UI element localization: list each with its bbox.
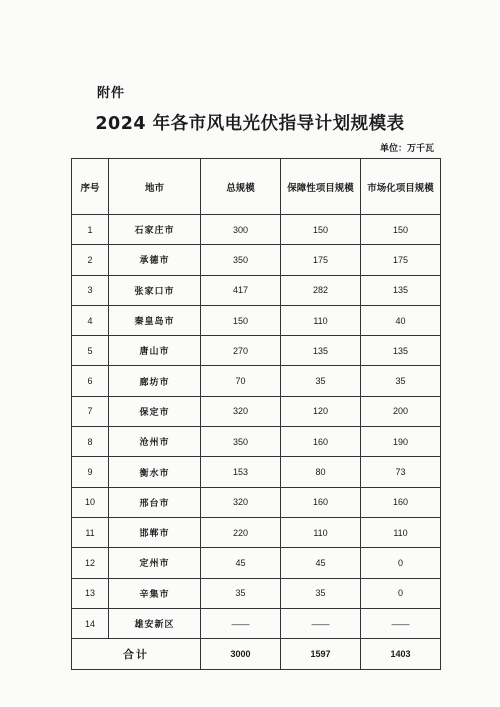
header-guaranteed: 保障性项目规模 bbox=[281, 159, 361, 215]
row-guaranteed-cell: 120 bbox=[281, 396, 361, 426]
table-row bbox=[72, 578, 441, 608]
row-guaranteed-cell: 45 bbox=[281, 548, 361, 578]
row-guaranteed-cell: 135 bbox=[281, 336, 361, 366]
row-total-cell: 300 bbox=[201, 215, 281, 245]
table-row bbox=[72, 548, 441, 578]
row-no-cell: 11 bbox=[72, 517, 109, 547]
row-market-cell: 150 bbox=[361, 215, 441, 245]
table-row bbox=[72, 245, 441, 275]
table-row bbox=[72, 487, 441, 517]
row-city-cell: 廊坊市 bbox=[109, 366, 201, 396]
row-market-cell: —— bbox=[361, 608, 441, 638]
row-city-cell: 邯郸市 bbox=[109, 517, 201, 547]
row-no-cell: 1 bbox=[72, 215, 109, 245]
row-total-cell: 417 bbox=[201, 275, 281, 305]
row-total-cell: —— bbox=[201, 608, 281, 638]
total-label: 合计 bbox=[72, 639, 201, 670]
row-guaranteed-cell: 160 bbox=[281, 427, 361, 457]
total-row bbox=[72, 639, 441, 670]
row-market-cell: 40 bbox=[361, 305, 441, 335]
row-total-cell: 320 bbox=[201, 487, 281, 517]
header-no: 序号 bbox=[72, 159, 109, 215]
row-total-cell: 150 bbox=[201, 305, 281, 335]
row-city-cell: 保定市 bbox=[109, 396, 201, 426]
row-total-cell: 70 bbox=[201, 366, 281, 396]
table-row bbox=[72, 336, 441, 366]
row-total-cell: 270 bbox=[201, 336, 281, 366]
row-guaranteed-cell: 160 bbox=[281, 487, 361, 517]
table-row bbox=[72, 396, 441, 426]
row-no-cell: 6 bbox=[72, 366, 109, 396]
table-row bbox=[72, 275, 441, 305]
row-no-cell: 12 bbox=[72, 548, 109, 578]
table-row bbox=[72, 427, 441, 457]
row-no-cell: 4 bbox=[72, 305, 109, 335]
row-market-cell: 160 bbox=[361, 487, 441, 517]
row-no-cell: 14 bbox=[72, 608, 109, 638]
row-total-cell: 35 bbox=[201, 578, 281, 608]
row-city-cell: 唐山市 bbox=[109, 336, 201, 366]
row-market-cell: 200 bbox=[361, 396, 441, 426]
row-no-cell: 8 bbox=[72, 427, 109, 457]
row-guaranteed-cell: 110 bbox=[281, 517, 361, 547]
table-row bbox=[72, 215, 441, 245]
row-market-cell: 110 bbox=[361, 517, 441, 547]
table-header-row bbox=[72, 159, 441, 215]
row-market-cell: 190 bbox=[361, 427, 441, 457]
row-guaranteed-cell: 80 bbox=[281, 457, 361, 487]
total-guaranteed-cell: 1597 bbox=[281, 639, 361, 670]
row-city-cell: 石家庄市 bbox=[109, 215, 201, 245]
row-market-cell: 135 bbox=[361, 275, 441, 305]
row-no-cell: 2 bbox=[72, 245, 109, 275]
row-total-cell: 45 bbox=[201, 548, 281, 578]
row-guaranteed-cell: 35 bbox=[281, 366, 361, 396]
row-market-cell: 135 bbox=[361, 336, 441, 366]
row-city-cell: 张家口市 bbox=[109, 275, 201, 305]
row-no-cell: 3 bbox=[72, 275, 109, 305]
row-city-cell: 邢台市 bbox=[109, 487, 201, 517]
row-total-cell: 350 bbox=[201, 245, 281, 275]
unit-label: 单位：万千瓦 bbox=[379, 144, 434, 154]
row-total-cell: 320 bbox=[201, 396, 281, 426]
row-market-cell: 35 bbox=[361, 366, 441, 396]
row-guaranteed-cell: 175 bbox=[281, 245, 361, 275]
row-city-cell: 承德市 bbox=[109, 245, 201, 275]
header-city: 地市 bbox=[109, 159, 201, 215]
row-total-cell: 153 bbox=[201, 457, 281, 487]
table-row bbox=[72, 457, 441, 487]
row-guaranteed-cell: 110 bbox=[281, 305, 361, 335]
row-market-cell: 0 bbox=[361, 548, 441, 578]
row-guaranteed-cell: 35 bbox=[281, 578, 361, 608]
row-city-cell: 秦皇岛市 bbox=[109, 305, 201, 335]
row-no-cell: 13 bbox=[72, 578, 109, 608]
table-row bbox=[72, 366, 441, 396]
attachment-label: 附件 bbox=[97, 86, 126, 101]
header-market: 市场化项目规模 bbox=[361, 159, 441, 215]
row-market-cell: 73 bbox=[361, 457, 441, 487]
page-title: 2024 年各市风电光伏指导计划规模表 bbox=[95, 114, 405, 134]
row-no-cell: 10 bbox=[72, 487, 109, 517]
table-body bbox=[72, 215, 441, 639]
row-city-cell: 雄安新区 bbox=[109, 608, 201, 638]
row-guaranteed-cell: 150 bbox=[281, 215, 361, 245]
row-total-cell: 220 bbox=[201, 517, 281, 547]
row-no-cell: 9 bbox=[72, 457, 109, 487]
total-total-cell: 3000 bbox=[201, 639, 281, 670]
header-total: 总规模 bbox=[201, 159, 281, 215]
row-guaranteed-cell: —— bbox=[281, 608, 361, 638]
row-market-cell: 0 bbox=[361, 578, 441, 608]
row-no-cell: 5 bbox=[72, 336, 109, 366]
table-row bbox=[72, 305, 441, 335]
row-city-cell: 沧州市 bbox=[109, 427, 201, 457]
row-city-cell: 定州市 bbox=[109, 548, 201, 578]
plan-table bbox=[71, 158, 441, 670]
table-row bbox=[72, 608, 441, 638]
row-no-cell: 7 bbox=[72, 396, 109, 426]
row-city-cell: 衡水市 bbox=[109, 457, 201, 487]
row-guaranteed-cell: 282 bbox=[281, 275, 361, 305]
total-market-cell: 1403 bbox=[361, 639, 441, 670]
row-total-cell: 350 bbox=[201, 427, 281, 457]
row-market-cell: 175 bbox=[361, 245, 441, 275]
table-row bbox=[72, 517, 441, 547]
row-city-cell: 辛集市 bbox=[109, 578, 201, 608]
